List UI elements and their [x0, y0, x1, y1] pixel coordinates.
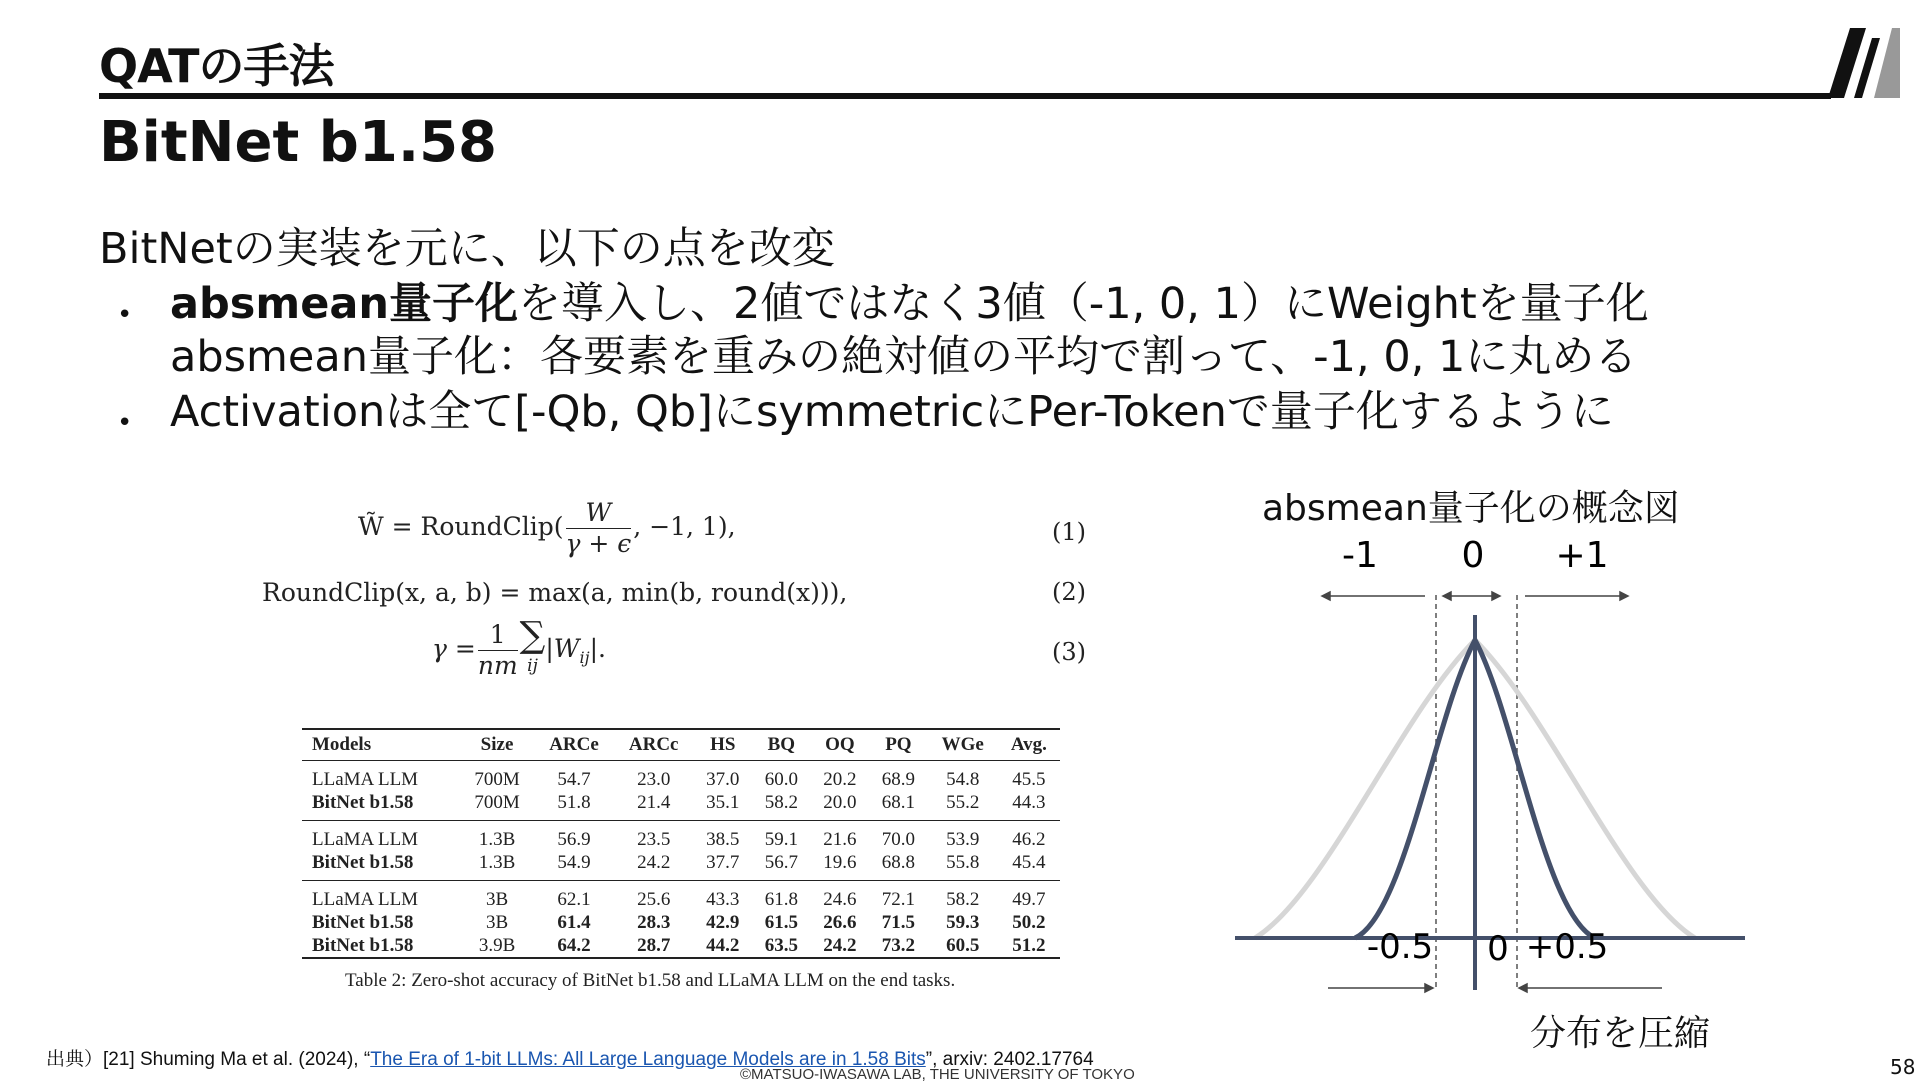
th-pq: PQ — [869, 729, 928, 761]
table-row — [302, 821, 1060, 852]
eq3-tail-sub: ij — [579, 648, 590, 667]
eq3-number: (3) — [1052, 638, 1086, 666]
table-cell: BitNet b1.58 — [302, 934, 460, 958]
equation-1 — [358, 498, 736, 559]
table-cell: 44.3 — [998, 791, 1060, 821]
lab-logo-icon — [1828, 28, 1900, 98]
table-cell: 35.1 — [694, 791, 753, 821]
table-row — [302, 881, 1060, 912]
table-cell: 37.7 — [694, 851, 753, 881]
table-cell: 23.5 — [637, 829, 671, 850]
bullet-2: Activationは全て[-Qb, Qb]にsymmetricにPer-Tokenで量子化するように — [170, 387, 1614, 437]
eq3-sum: ∑ — [519, 614, 546, 656]
equation-3 — [432, 614, 606, 681]
th-oq: OQ — [811, 729, 870, 761]
table-cell: 45.4 — [998, 851, 1060, 881]
table-cell: 28.7 — [614, 934, 694, 958]
table-cell: 71.5 — [881, 912, 916, 933]
th-bq: BQ — [752, 729, 811, 761]
table-row — [302, 761, 1060, 792]
table-cell: 51.2 — [998, 934, 1060, 958]
table-cell: 68.9 — [881, 769, 916, 790]
top-label-zero: 0 — [1461, 535, 1485, 576]
slide-title: BitNet b1.58 — [99, 110, 498, 175]
table-cell: 20.2 — [823, 769, 857, 790]
table-header-row — [302, 729, 1060, 761]
table-cell: 54.9 — [534, 851, 614, 881]
th-models: Models — [302, 729, 460, 761]
table-cell: 46.2 — [1012, 829, 1046, 850]
table-cell: 54.7 — [557, 769, 591, 790]
table-cell: 19.6 — [811, 851, 870, 881]
table-cell: 60.0 — [764, 769, 798, 790]
eq3-tail: |W — [545, 634, 580, 663]
eq1-tail: , −1, 1), — [633, 512, 736, 541]
bullet-dot: • — [117, 408, 133, 438]
table-row — [302, 791, 1060, 821]
eq1-num: W — [566, 498, 632, 529]
eq1-lhs: W̃ = RoundClip( — [358, 512, 564, 541]
table-cell: 64.2 — [534, 934, 614, 958]
table-cell: 59.3 — [946, 912, 980, 933]
table-cell: 28.3 — [637, 912, 671, 933]
table-cell: 3.9B — [460, 934, 534, 958]
table-cell: 60.5 — [928, 934, 998, 958]
table-cell: 38.5 — [706, 829, 740, 850]
bottom-label-plus-half: +0.5 — [1525, 927, 1609, 967]
table-cell: 59.1 — [764, 829, 798, 850]
table-caption: Table 2: Zero-shot accuracy of BitNet b1.58 and LLaMA LLM on the end tasks. — [345, 970, 956, 991]
eq3-lhs: γ = — [432, 634, 476, 663]
eq3-sub: ij — [527, 655, 538, 676]
table-cell: 72.1 — [881, 889, 916, 910]
eq1-den: γ + ϵ — [565, 529, 632, 558]
compress-caption: 分布を圧縮 — [1530, 1013, 1711, 1054]
table-cell: 26.6 — [823, 912, 857, 933]
table-cell: 37.0 — [706, 769, 740, 790]
bullet-1-text: を導入し、2値ではなく3値（-1, 0, 1）にWeightを量子化 — [518, 279, 1649, 329]
table-cell: 21.4 — [614, 791, 694, 821]
table-cell: 24.6 — [823, 889, 857, 910]
table-row — [302, 911, 1060, 934]
top-arrows — [1322, 592, 1628, 600]
table-cell: 62.1 — [557, 889, 591, 910]
table-cell: BitNet b1.58 — [312, 912, 414, 933]
table-cell: 55.2 — [928, 791, 998, 821]
top-label-plus1: +1 — [1555, 535, 1609, 576]
table-row — [302, 851, 1060, 881]
eq2-number: (2) — [1052, 578, 1086, 606]
table-cell: 49.7 — [1012, 889, 1046, 910]
header-rule — [99, 93, 1831, 99]
citation-prefix: 出典）[21] Shuming Ma et al. (2024), “ — [46, 1049, 371, 1070]
table-cell: 54.8 — [946, 769, 980, 790]
citation-suffix: ”, arxiv: 2402.17764 — [925, 1049, 1094, 1070]
table-row — [302, 934, 1060, 958]
table-cell: 24.2 — [811, 934, 870, 958]
table-cell: 24.2 — [614, 851, 694, 881]
table-cell: 68.1 — [869, 791, 928, 821]
table-cell: 1.3B — [460, 851, 534, 881]
table-cell: 58.2 — [946, 889, 980, 910]
table-cell: 700M — [474, 769, 520, 790]
page-number: 58 — [1890, 1055, 1916, 1079]
eq1-number: (1) — [1052, 518, 1086, 546]
table-cell: 56.7 — [752, 851, 811, 881]
table-cell: 1.3B — [478, 829, 516, 850]
table-cell: 25.6 — [637, 889, 671, 910]
section-title: QATの手法 — [99, 39, 334, 93]
table-cell: 20.0 — [811, 791, 870, 821]
table-cell: 44.2 — [694, 934, 753, 958]
table-cell: 56.9 — [557, 829, 591, 850]
eq3-den: nm — [477, 651, 518, 680]
bullet-1 — [170, 277, 1649, 331]
table-cell: BitNet b1.58 — [302, 851, 460, 881]
table-cell: 61.4 — [557, 912, 591, 933]
table-cell: 63.5 — [752, 934, 811, 958]
table-cell: 21.6 — [823, 829, 857, 850]
table-cell: LLaMA LLM — [312, 889, 419, 910]
intro-text: BitNetの実装を元に、以下の点を改変 — [99, 224, 835, 274]
table-cell: 23.0 — [637, 769, 671, 790]
th-size: Size — [460, 729, 534, 761]
table-cell: LLaMA LLM — [312, 829, 419, 850]
th-avg: Avg. — [998, 729, 1060, 761]
table-cell: 73.2 — [869, 934, 928, 958]
th-hs: HS — [694, 729, 753, 761]
eq3-num: 1 — [478, 620, 518, 651]
table-cell: 58.2 — [752, 791, 811, 821]
results-table — [302, 728, 1060, 959]
table-cell: 42.9 — [706, 912, 740, 933]
table-cell: 53.9 — [946, 829, 980, 850]
eq3-end: |. — [589, 634, 606, 663]
bullet-1-strong: absmean量子化 — [170, 279, 518, 329]
paper-link[interactable]: The Era of 1-bit LLMs: All Large Language Models are in 1.58 Bits — [370, 1049, 926, 1070]
table-cell: 3B — [485, 889, 509, 910]
top-label-minus1: -1 — [1342, 535, 1378, 576]
table-cell: 61.5 — [764, 912, 798, 933]
th-arce: ARCe — [534, 729, 614, 761]
bullet-dot: • — [117, 300, 133, 330]
table-cell: 3B — [485, 912, 509, 933]
table-cell: 43.3 — [706, 889, 740, 910]
table-cell: BitNet b1.58 — [302, 791, 460, 821]
table-cell: 55.8 — [928, 851, 998, 881]
table-cell: 45.5 — [1012, 769, 1046, 790]
table-cell: 70.0 — [881, 829, 916, 850]
bottom-label-zero: 0 — [1487, 929, 1509, 969]
diagram-title: absmean量子化の概念図 — [1262, 488, 1680, 529]
equation-2: RoundClip(x, a, b) = max(a, min(b, round(x))), — [262, 578, 848, 607]
table-cell: 61.8 — [764, 889, 798, 910]
table-cell: 700M — [460, 791, 534, 821]
bottom-label-minus-half: -0.5 — [1366, 927, 1434, 967]
copyright: ©MATSUO-IWASAWA LAB, THE UNIVERSITY OF TOKYO — [740, 1066, 1135, 1083]
absmean-concept-diagram — [1230, 535, 1760, 1000]
table-cell: LLaMA LLM — [312, 769, 419, 790]
table-cell: 51.8 — [534, 791, 614, 821]
th-arcc: ARCc — [614, 729, 694, 761]
bullet-1-sub: absmean量子化：各要素を重みの絶対値の平均で割って、-1, 0, 1に丸める — [170, 332, 1638, 382]
table-cell: 50.2 — [1012, 912, 1046, 933]
bottom-arrows — [1328, 984, 1662, 992]
table-cell: 68.8 — [869, 851, 928, 881]
th-wge: WGe — [928, 729, 998, 761]
